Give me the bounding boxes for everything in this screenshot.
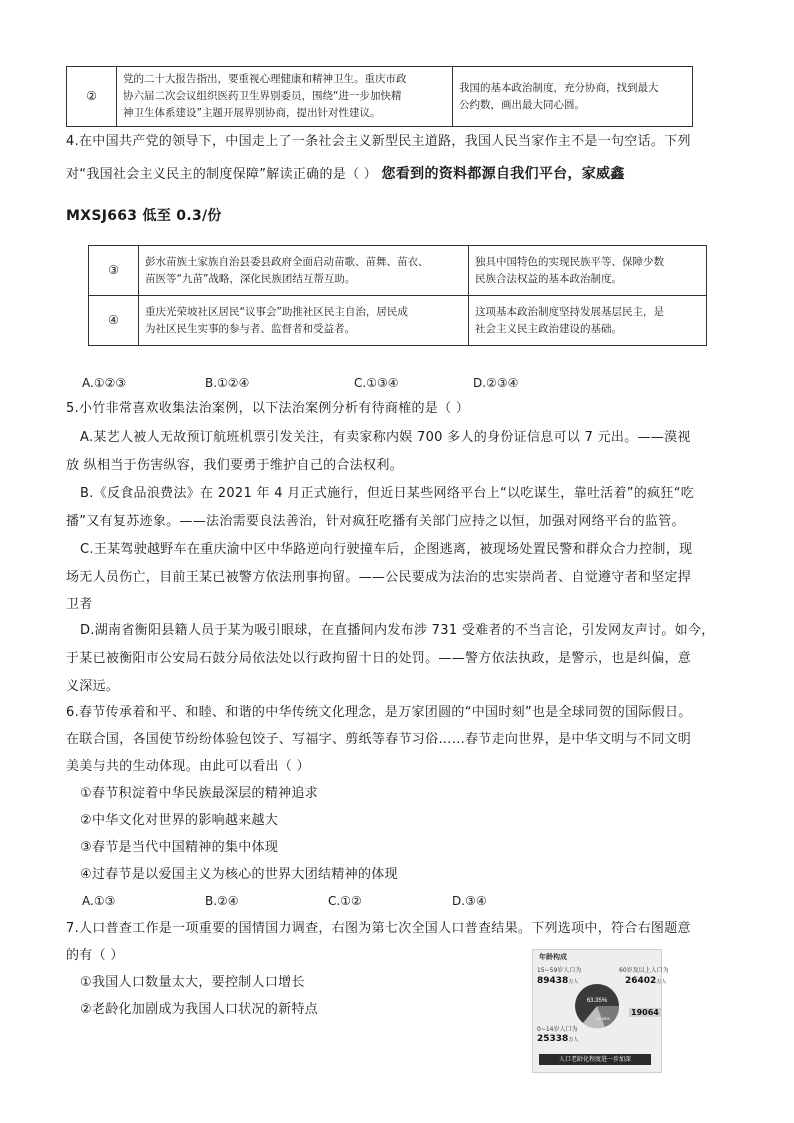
q4-option-b[interactable]: B.①②④ — [205, 376, 250, 390]
cell-line: 神卫生体系建设”主题开展界别协商，提出针对性建议。 — [123, 107, 381, 119]
q3-table-fragment — [66, 66, 693, 127]
q6-option-c[interactable]: C.①② — [328, 894, 362, 908]
cell-line: 重庆光荣坡社区居民“议事会”助推社区民主自治，居民成 — [145, 305, 408, 318]
pie-slice-label: 17.95% — [596, 1016, 610, 1021]
cell-line: 为社区民生实事的参与者、监督者和受益者。 — [145, 322, 355, 335]
q5-text-line: 卫者 — [66, 597, 93, 612]
unit-text: 万人 — [568, 1037, 579, 1043]
cell-line: 这项基本政治制度坚持发展基层民主，是 — [475, 305, 664, 318]
q7-stem: 7.人口普查工作是一项重要的国情国力调查，右图为第七次全国人口普查结果。下列选项中，符合右图题意 — [66, 921, 691, 936]
cell-line: 公约数，画出最大同心圆。 — [459, 98, 585, 111]
q4-stem-text: 对“我国社会主义民主的制度保障”解读正确的是（ ） — [66, 167, 378, 182]
age-group-label: 15~59岁人口为 — [537, 967, 582, 974]
q6-text-line: 在联合国，各国使节纷纷体验包饺子、写福字、剪纸等春节习俗……春节走向世界，是中华文明与不同文明 — [66, 732, 692, 747]
q4-option-d[interactable]: D.②③④ — [473, 376, 519, 390]
q5-text-line: 义深远。 — [66, 679, 120, 694]
q5-option-b[interactable]: B.《反食品浪费法》在 2021 年 4 月正式施行，但近日某些网络平台上“以吃谋生，靠吐活着”的疯狂“吃 — [80, 486, 695, 501]
cell-line: 独具中国特色的实现民族平等、保障少数 — [475, 255, 664, 268]
cell-line: 协六届二次会议组织医药卫生界别委员，围绕“进一步加快精 — [123, 90, 402, 102]
q7-text-line: 的有（ ） — [66, 948, 124, 963]
age-group-value: 19064 — [631, 1008, 659, 1017]
age-group-label: 0~14岁人口为 — [537, 1026, 578, 1033]
q6-statement: ①春节积淀着中华民族最深层的精神追求 — [80, 786, 319, 801]
q5-stem: 5.小竹非常喜欢收集法治案例，以下法治案例分析有待商榷的是（ ） — [66, 401, 470, 416]
q7-statement: ①我国人口数量太大，要控制人口增长 — [80, 975, 305, 990]
cell-line: 社会主义民主政治建设的基础。 — [475, 322, 622, 335]
age-group-label: 60岁及以上人口为 — [619, 967, 669, 974]
row-material — [117, 67, 453, 127]
cell-line: 党的二十大报告指出，要重视心理健康和精神卫生。重庆市政 — [123, 73, 407, 85]
row-number: ④ — [89, 296, 139, 346]
table-row — [89, 296, 707, 346]
q4-table — [88, 245, 707, 346]
q5-text-line: 场无人员伤亡，目前王某已被警方依法刑事拘留。——公民要成为法治的忠实崇尚者、自觉遵守者和坚定捍 — [66, 570, 692, 585]
watermark-ad-code: MXSJ663 低至 0.3/份 — [66, 208, 222, 224]
q7-statement: ②老龄化加剧成为我国人口状况的新特点 — [80, 1002, 319, 1017]
q5-text-line: 于某已被衡阳市公安局石鼓分局依法处以行政拘留十日的处罚。——警方依法执政，是警示，也是纠偏，意 — [66, 651, 692, 666]
row-interpretation — [469, 296, 707, 346]
q6-statement: ②中华文化对世界的影响越来越大 — [80, 813, 279, 828]
q4-option-c[interactable]: C.①③④ — [354, 376, 399, 390]
q5-option-d[interactable]: D.湖南省衡阳县籍人员于某为吸引眼球，在直播间内发布涉 731 受难者的不当言论，引发网友声讨。如今， — [80, 623, 715, 638]
census-infographic — [532, 949, 669, 1073]
q5-option-c[interactable]: C.王某驾驶越野车在重庆渝中区中华路逆向行驶撞车后，企图逃离，被现场处置民警和群众合力控制，现 — [80, 542, 693, 557]
q6-statement: ③春节是当代中国精神的集中体现 — [80, 840, 279, 855]
row-number: ③ — [89, 246, 139, 296]
cell-line: 彭水苗族土家族自治县委县政府全面启动苗歌、苗舞、苗衣、 — [145, 255, 429, 268]
unit-text: 万人 — [656, 979, 667, 985]
q5-text-line: 放 纵相当于伤害纵容，我们要勇于维护自己的合法权利。 — [66, 458, 403, 473]
unit-text: 万人 — [568, 979, 579, 985]
q6-option-d[interactable]: D.③④ — [452, 894, 487, 908]
q4-option-a[interactable]: A.①②③ — [82, 376, 127, 390]
row-material — [139, 296, 469, 346]
cell-line: 民族合法权益的基本政治制度。 — [475, 272, 622, 285]
cell-line: 苗医等“九苗”战略，深化民族团结互帮互助。 — [145, 272, 356, 285]
table-row — [89, 246, 707, 296]
infographic-title: 年龄构成 — [539, 953, 567, 961]
q6-statement: ④过春节是以爱国主义为核心的世界大团结精神的体现 — [80, 867, 398, 882]
q6-option-b[interactable]: B.②④ — [205, 894, 239, 908]
q4-stem-line1: 4.在中国共产党的领导下，中国走上了一条社会主义新型民主道路，我国人民当家作主不是一句空话。下列 — [66, 134, 691, 149]
value-text: 25338 — [537, 1034, 569, 1044]
value-text: 26402 — [625, 976, 657, 986]
q4-stem-line2 — [66, 164, 625, 185]
row-interpretation — [453, 67, 693, 127]
q5-option-a[interactable]: A.某艺人被人无故预订航班机票引发关注，有卖家称内娱 700 多人的身份证信息可以 7 元出。——漠视 — [80, 430, 691, 445]
q6-text-line: 美美与共的生动体现。由此可以看出（ ） — [66, 759, 310, 774]
watermark-ad: 您看到的资料都源自我们平台，家威鑫 — [381, 166, 625, 182]
q6-option-a[interactable]: A.①③ — [82, 894, 116, 908]
pie-center-label: 63.35% — [586, 998, 608, 1004]
row-number: ② — [67, 67, 117, 127]
row-interpretation — [469, 246, 707, 296]
q5-text-line: 播”又有复苏迹象。——法治需要良法善治，针对疯狂吃播有关部门应持之以恒，加强对网络平台的监管。 — [66, 514, 685, 529]
value-text: 89438 — [537, 976, 569, 986]
table-row — [67, 67, 693, 127]
cell-line: 我国的基本政治制度，充分协商，找到最大 — [459, 81, 659, 94]
infographic-footer: 人口老龄化程度进一步加深 — [539, 1054, 651, 1065]
q6-stem: 6.春节传承着和平、和睦、和谐的中华传统文化理念，是万家团圆的“中国时刻”也是全球同贺的国际假日。 — [66, 705, 692, 720]
row-material — [139, 246, 469, 296]
